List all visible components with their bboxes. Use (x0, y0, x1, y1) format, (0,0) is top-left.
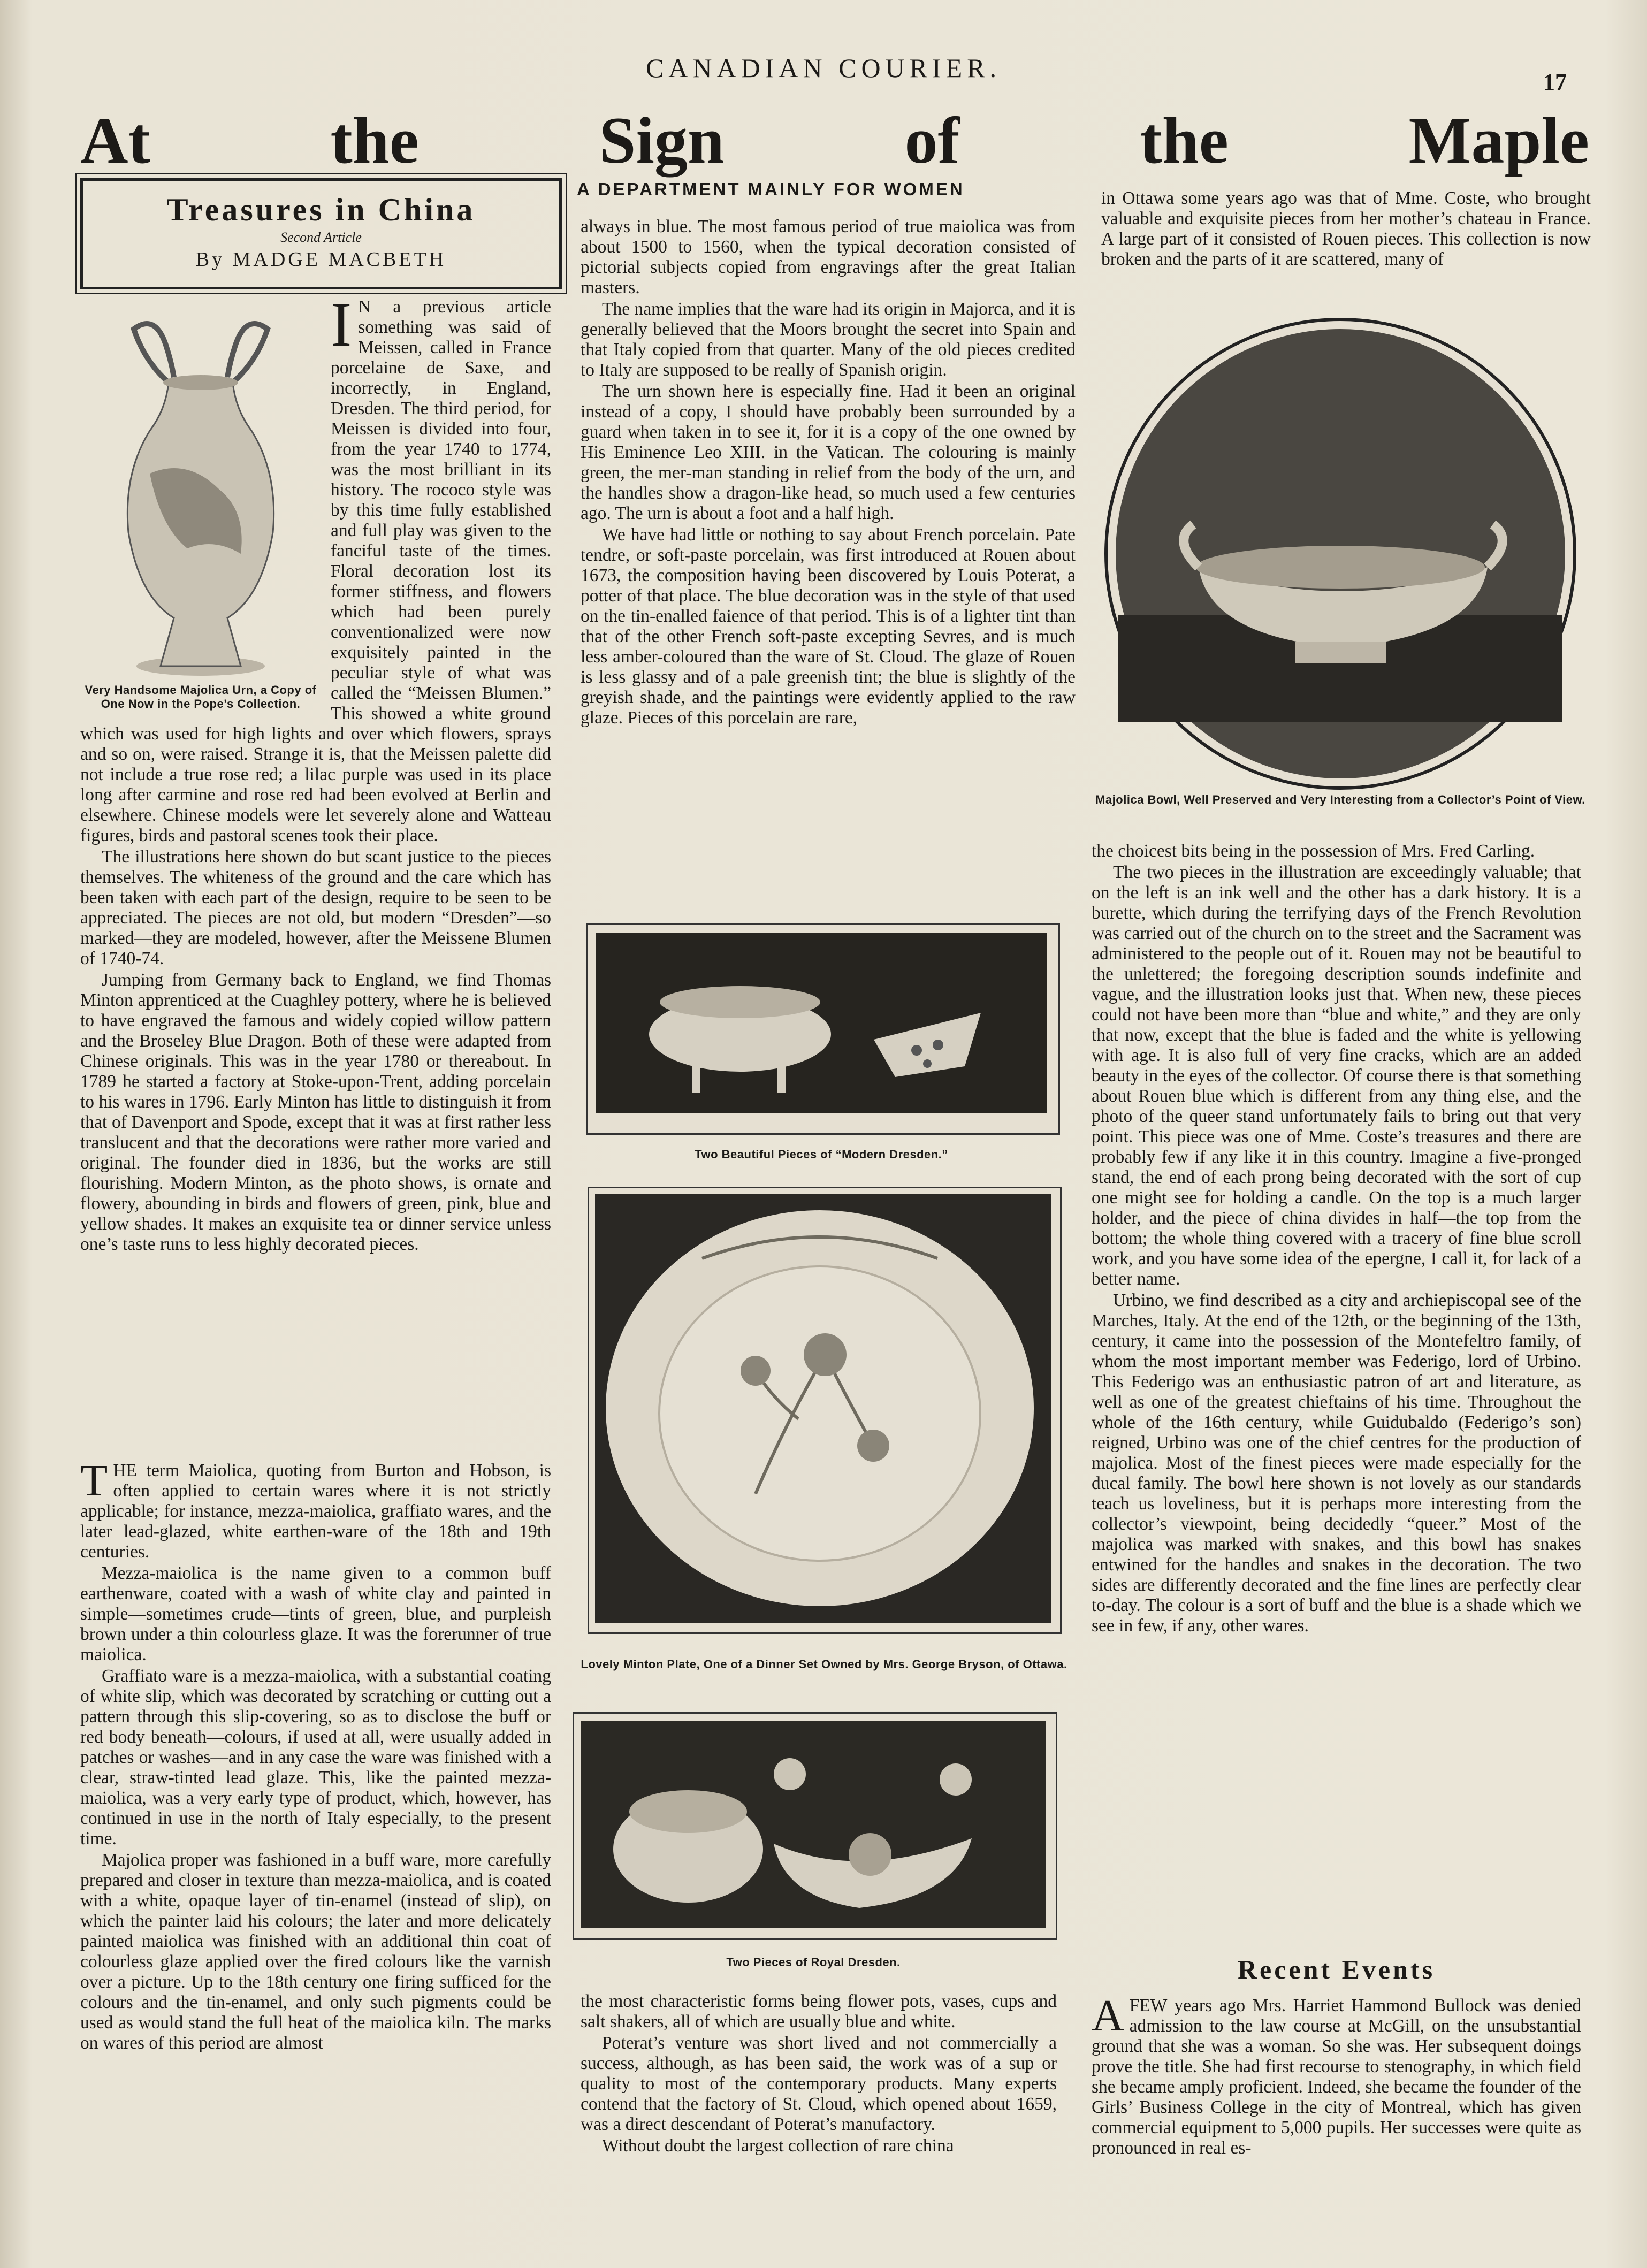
paragraph: The two pieces in the illustration are exceedingly valuable; that on the left is an ink well and the other has a dark history. It is a burette, which during the terrifying days of the French Revolution was carried out of the church on to the street and the Sacrament was administered to the people out of it. Rouen may not be beautiful to the unlettered; the foregoing description sounds indefinite and vague, and the illustration looks just that. When new, these pieces could not have been more than “blue and white,” and they are only that now, except that the blue is faded and the white is yellowing with age. It is also full of very fine cracks, which are an added beauty in the eyes of the collector. Of course there is that something about Rouen blue which is different from any thing else, and the photo of the queer stand unfortunately fails to bring out that very point. This piece was one of Mme. Coste’s treasures and there are probably few if any like it in this country. Imagine a five-pronged stand, the end of each prong being decorated with the sort of cup one might see for holding a candle. On the top is a much larger holder, and the piece of china divides in half—the top from the bottom; the whole thing covered with a tracery of fine blue scroll work, and you have some idea of the epergne, I call it, for lack of a better name. (1092, 862, 1581, 1289)
paragraph: The urn shown here is especially fine. Had it been an original instead of a copy, I should have probably been surrounded by a guard when taken in to see it, for it is a copy of the one owned by His Eminence Leo XIII. in the Vatican. The colouring is mainly green, the mer-man standing in relief from the body of the urn, and the handles show a dragon-like head, so much used a few centuries ago. The urn is about a foot and a half high. (581, 381, 1076, 523)
page-number: 17 (1543, 69, 1567, 95)
royal-dresden-figure (573, 1712, 1054, 1937)
majolica-bowl-figure (1102, 316, 1579, 792)
column-2-upper (581, 217, 1076, 728)
department-heading: A DEPARTMENT MAINLY FOR WOMEN (577, 179, 965, 199)
paragraph: Poterat’s venture was short lived and not commercially a success, although, as has been said, the work was of a sup or quality to most of the contemporary products. Many experts contend that the factory of St. Cloud, which opened about 1659, was a direct descendant of Poterat’s manufactory. (581, 2033, 1057, 2134)
paragraph: Without doubt the largest collection of rare china (602, 2136, 954, 2156)
majolica-bowl-photo-icon (1102, 316, 1579, 792)
dresden-pieces-photo-icon (596, 933, 1047, 1113)
paragraph: the choicest bits being in the possession of Mrs. Fred Carling. (1092, 841, 1535, 861)
column-3-upper (1101, 188, 1591, 270)
masthead-word: the (1140, 104, 1229, 177)
masthead-word: Sign (599, 104, 725, 177)
modern-dresden-caption: Two Beautiful Pieces of “Modern Dresden.” (695, 1148, 948, 1161)
paragraph: Mezza-maiolica is the name given to a common buff earthenware, coated with a wash of white clay and painted in simple—sometimes crude—tints of green, blue, and purpleish brown under a thin colourless glaze. It was the forerunner of true maiolica. (80, 1563, 551, 1664)
paragraph: Jumping from Germany back to England, we find Thomas Minton apprenticed at the Cuaghley pottery, where he is believed to have engraved the famous and widely copied willow pattern and the Broseley Blue Dragon. Both of these were adapted from Chinese originals. This was in the year 1780 or thereabout. In 1789 he started a factory at Stoke-upon-Trent, adding porcelain to his wares in 1796. Early Minton has little to distinguish it from that of Davenport and Spode, except that it was at first rather less translucent and that the decorations were rather more varied and original. The founder died in 1836, but the works are still flourishing. Modern Minton, as the photo shows, is ornate and flowery, abounding in birds and flowers of green, pink, blue and yellow shades. It makes an exquisite tea or dinner service unless one’s taste runs to less highly decorated pieces. (80, 970, 551, 1254)
drop-cap: I (331, 289, 352, 360)
running-title: CANADIAN COURIER. (645, 53, 1002, 83)
intro-text: N a previous article something was said of Meissen, called in France porcelaine de Saxe, and incorrectly, in England, Dresden. The third period, for Meissen is divided into four, from the year 1740 to 1774, was the most brilliant in its history. The rococo style was by this time fully established and full play was given to the fanciful taste of the times. Floral decoration lost its former stiffness, and flowers which had been purely conventionalized were now exquisitely painted in the peculiar style of what was called the “Meissen Blumen.” This showed a white ground which was used for high lights and over which flowers, sprays and so on, were raised. Strange it is, that the Meissen palette did not include a true rose red; a lilac purple was used in its place long after carmine and rose red had been evolved at Berlin and elsewhere. Chinese models were let severely alone and Watteau figures, birds and pastoral scenes took their place. (80, 297, 551, 845)
column-3-main (1092, 841, 1581, 1636)
minton-plate-photo-icon (595, 1194, 1051, 1623)
column-1-upper (80, 289, 551, 1255)
recent-events-column (1092, 1991, 1581, 2158)
paragraph: The name implies that the ware had its origin in Majorca, and it is generally believed that the Moors brought the secret into Spain and that Italy copied from that quarter. Many of the old pieces credited to Italy are supposed to be really of Spanish origin. (581, 299, 1076, 380)
urn-photo-icon (80, 297, 321, 682)
masthead (80, 94, 1589, 177)
royal-dresden-photo-icon (581, 1721, 1046, 1928)
paragraph: We have had little or nothing to say about French porcelain. Pate tendre, or soft-paste porcelain, was first introduced at Rouen about 1673, the composition having been discovered by Louis Poterat, a potter of that place. The blue decoration was in the style of that used on the tin-enalled faience of that period. This is of a lighter tint than that of the other French soft-paste excepting Sevres, and is much less amber-coloured than the ware of St. Cloud. The glaze of Rouen is less glassy and of a pale greenish tint; the blue is slightly of the greyish shade, and the paintings were evidently applied to the raw glaze. Pieces of this porcelain are rare, (581, 525, 1076, 728)
paragraph: The illustrations here shown do but scant justice to the pieces themselves. The whiteness of the ground and the care which has been taken with each part of the design, require to be seen to be appreciated. The pieces are not old, but modern “Dresden”—so marked—they are modeled, however, after the Meissene Blumen of 1740-74. (80, 847, 551, 968)
minton-plate-figure (588, 1187, 1058, 1631)
recent-events-paragraph (1092, 1991, 1581, 2158)
maiolica-intro (80, 1456, 551, 1562)
masthead-word: Maple (1408, 104, 1589, 177)
masthead-word: At (80, 104, 150, 177)
recent-events-heading: Recent Events (1237, 1954, 1436, 1984)
recent-events-text: FEW years ago Mrs. Harriet Hammond Bullock was denied admission to the law course at McGill, on the unsubstantial ground that she was a woman. So she was. Her subsequent doings prove the title. She had first recourse to stenography, in which field she became amply proficient. Indeed, she became the founder of the Girls’ Business College in the city of Montreal, which has given commercial equipment to 5,000 pupils. Her successes were quite as pronounced in real es- (1092, 1996, 1581, 2158)
urn-figure (80, 297, 321, 714)
masthead-word: the (330, 104, 419, 177)
paragraph: in Ottawa some years ago was that of Mme. Coste, who brought valuable and exquisite pieces from her mother’s chateau in France. A large part of it consisted of Rouen pieces. This collection is now broken and the parts of it are scattered, many of (1101, 188, 1591, 269)
majolica-bowl-caption: Majolica Bowl, Well Preserved and Very Interesting from a Collector’s Point of View. (1095, 793, 1585, 806)
column-2-lower (581, 1991, 1057, 2156)
column-1-lower (80, 1456, 551, 2053)
article-byline: By MADGE MACBETH (195, 248, 447, 271)
paragraph: Graffiato ware is a mezza-maiolica, with a substantial coating of white slip, which was decorated by scratching or cutting out a pattern through this slip-covering, so as to disclose the buff or red body beneath—colours, if used at all, were usually added in patches or washes—and in any case the ware was finished with a clear, straw-tinted lead glaze. This, like the painted mezza-maiolica, was a very early type of product, which, however, has continued in use in the north of Italy especially, to the present time. (80, 1666, 551, 1849)
paragraph: Majolica proper was fashioned in a buff ware, more carefully prepared and closer in texture than mezza-maiolica, and is coated with a white, opaque layer of tin-enamel (instead of slip), on which the painter laid his colours; the later and more delicately painted maiolica was finished with an additional thin coat of colourless glaze applied over the fired colours like the varnish over a picture. Up to the 18th century one firing sufficed for the colours and the tin-enamel, and only such pigments could be used as would stand the full heat of the maiolica kiln. The marks on wares of this period are almost (80, 1850, 551, 2053)
urn-caption: Very Handsome Majolica Urn, a Copy of One Now in the Pope’s Collection. (85, 683, 317, 711)
maiolica-text: HE term Maiolica, quoting from Burton and Hobson, is often applied to certain wares where it is not strictly applicable; for instance, mezza-maiolica, graffiato wares, and the later lead-glazed, white earthen-ware of the 18th and 19th centuries. (80, 1461, 551, 1562)
article-subtitle: Second Article (280, 230, 362, 245)
minton-plate-caption: Lovely Minton Plate, One of a Dinner Set Owned by Mrs. George Bryson, of Ottawa. (581, 1658, 1068, 1671)
article-title: Treasures in China (166, 192, 476, 227)
drop-cap: T (80, 1456, 108, 1506)
paragraph: Urbino, we find described as a city and archiepiscopal see of the Marches, Italy. At the end of the 12th, or the beginning of the 13th, century, it came into the possession of the Montefeltro family, of whom the most important member was Federigo, lord of Urbino. This Federigo was an enthusiastic patron of art and literature, as well as one of the greatest chieftains of his time. Throughout the whole of the 16th century, while Guidubaldo (Federigo’s son) reigned, Urbino was one of the chief centres for the production of majolica. Most of the finest pieces were made especially for the ducal family. The bowl here shown is not lovely as our standards teach us loveliness, but it is perhaps more interesting from the collector’s viewpoint, being decidedly “queer.” Most of the majolica was marked with snakes, and this bowl has snakes entwined for the handles and snakes in the decoration. The two sides are differently decorated and the fine lines are perfectly clear to-day. The colour is a sort of buff and the blue is a shade which we see in few, if any, other wares. (1092, 1290, 1581, 1636)
modern-dresden-figure (586, 923, 1057, 1132)
paragraph: the most characteristic forms being flower pots, vases, cups and salt shakers, all of which are usually blue and white. (581, 1991, 1057, 2032)
paragraph: always in blue. The most famous period of true maiolica was from about 1500 to 1560, when the typical decoration consisted of pictorial subjects copied from engravings after the great Italian masters. (581, 217, 1076, 297)
drop-cap: A (1092, 1991, 1124, 2041)
article-title-box (80, 178, 562, 289)
royal-dresden-caption: Two Pieces of Royal Dresden. (726, 1956, 901, 1969)
masthead-word: of (904, 104, 960, 177)
